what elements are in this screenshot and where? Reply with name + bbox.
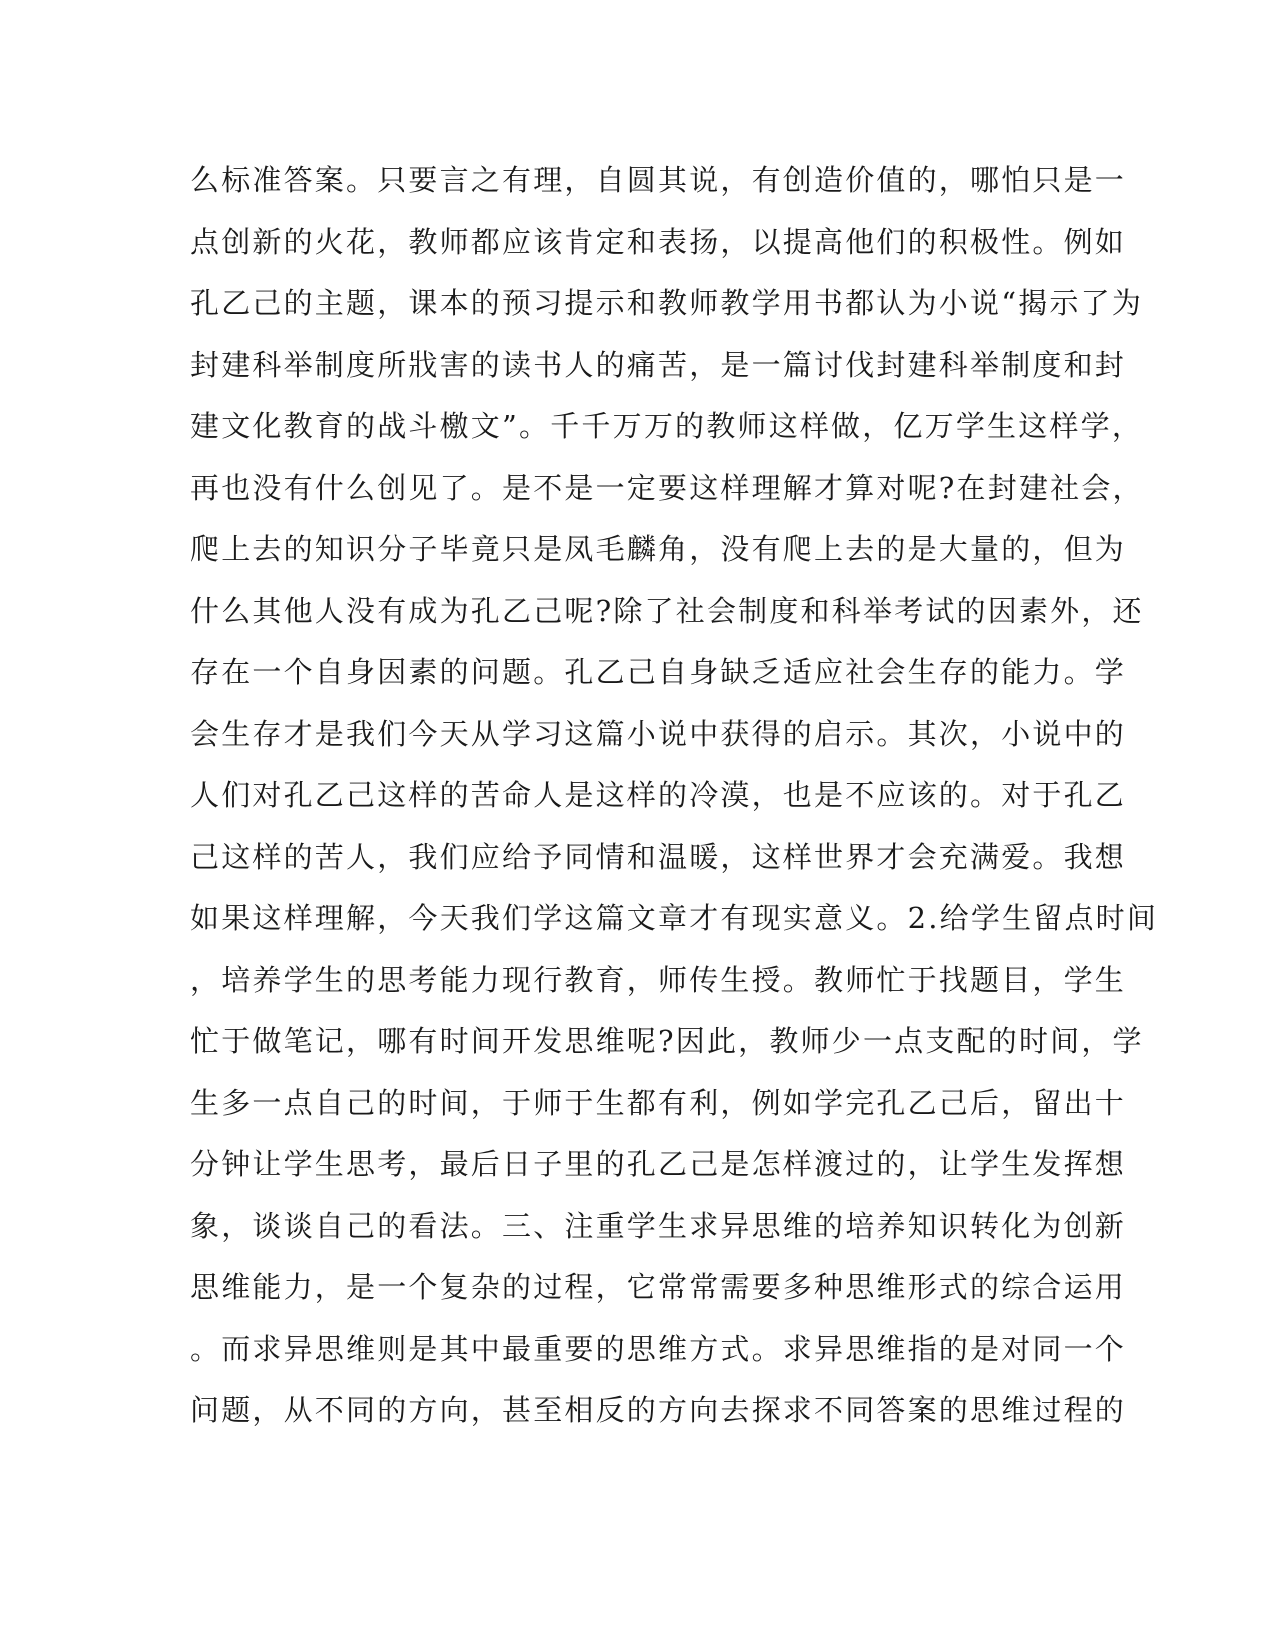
- text-line: 如果这样理解，今天我们学这篇文章才有现实意义。2.给学生留点时间: [190, 901, 1159, 935]
- text-line: 象，谈谈自己的看法。三、注重学生求异思维的培养知识转化为创新: [190, 1208, 1127, 1243]
- text-line: 己这样的苦人，我们应给予同情和温暖，这样世界才会充满爱。我想: [190, 839, 1127, 874]
- text-line: 会生存才是我们今天从学习这篇小说中获得的启示。其次，小说中的: [190, 716, 1127, 751]
- text-line: 再也没有什么创见了。是不是一定要这样理解才算对呢?在封建社会，: [190, 470, 1144, 505]
- text-line: ，培养学生的思考能力现行教育，师传生授。教师忙于找题目，学生: [190, 962, 1127, 997]
- text-line: 什么其他人没有成为孔乙己呢?除了社会制度和科举考试的因素外，还: [190, 593, 1144, 628]
- text-line: 问题，从不同的方向，甚至相反的方向去探求不同答案的思维过程的: [190, 1393, 1127, 1427]
- text-line: 么标准答案。只要言之有理，自圆其说，有创造价值的，哪怕只是一: [190, 163, 1127, 197]
- text-line: 建文化教育的战斗檄文”。千千万万的教师这样做，亿万学生这样学，: [190, 409, 1144, 443]
- body-text: [190, 150, 1159, 1442]
- text-line: 人们对孔乙己这样的苦命人是这样的冷漠，也是不应该的。对于孔乙: [190, 778, 1127, 812]
- text-line: 思维能力，是一个复杂的过程，它常常需要多种思维形式的综合运用: [190, 1270, 1127, 1304]
- text-line: 。而求异思维则是其中最重要的思维方式。求异思维指的是对同一个: [190, 1331, 1127, 1366]
- text-line: 孔乙己的主题，课本的预习提示和教师教学用书都认为小说“揭示了为: [190, 286, 1144, 320]
- text-line: 生多一点自己的时间，于师于生都有利，例如学完孔乙己后，留出十: [190, 1085, 1127, 1120]
- text-line: 忙于做笔记，哪有时间开发思维呢?因此，教师少一点支配的时间，学: [190, 1024, 1144, 1058]
- text-line: 点创新的火花，教师都应该肯定和表扬，以提高他们的积极性。例如: [190, 224, 1127, 259]
- text-line: 爬上去的知识分子毕竟只是凤毛麟角，没有爬上去的是大量的，但为: [190, 532, 1127, 566]
- text-line: 分钟让学生思考，最后日子里的孔乙己是怎样渡过的，让学生发挥想: [190, 1147, 1127, 1181]
- text-line: 封建科举制度所戕害的读书人的痛苦，是一篇讨伐封建科举制度和封: [190, 347, 1127, 382]
- text-line: 存在一个自身因素的问题。孔乙己自身缺乏适应社会生存的能力。学: [190, 655, 1127, 689]
